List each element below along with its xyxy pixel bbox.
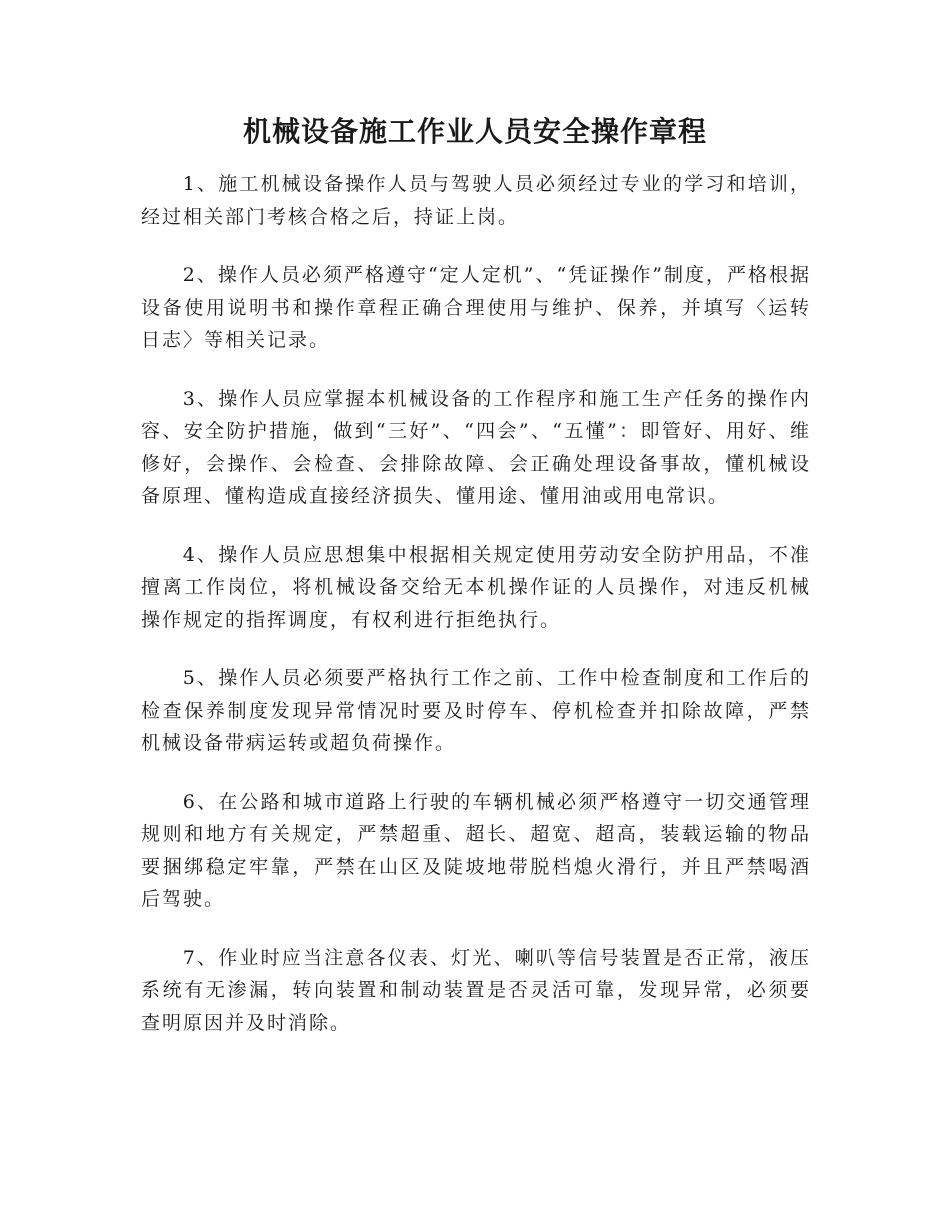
document-title: 机械设备施工作业人员安全操作章程 <box>242 115 707 148</box>
document-body <box>141 168 811 1065</box>
paragraph-1: 1、施工机械设备操作人员与驾驶人员必须经过专业的学习和培训，经过相关部门考核合格之后，持证上岗。 <box>141 173 811 228</box>
paragraph-2: 2、操作人员必须严格遵守“定人定机”、“凭证操作”制度，严格根据设备使用说明书和操作章程正确合理使用与维护、保养，并填写〈运转日志〉等相关记录。 <box>141 264 811 351</box>
paragraph-4: 4、操作人员应思想集中根据相关规定使用劳动安全防护用品，不准擅离工作岗位，将机械设备交给无本机操作证的人员操作，对违反机械操作规定的指挥调度，有权利进行拒绝执行。 <box>141 543 811 631</box>
paragraph-6: 6、在公路和城市道路上行驶的车辆机械必须严格遵守一切交通管理规则和地方有关规定，严禁超重、超长、超宽、超高，装载运输的物品要捆绑稳定牢靠，严禁在山区及陡坡地带脱档熄火滑行，并且严禁喝酒后驾驶。 <box>141 790 811 910</box>
paragraph-3: 3、操作人员应掌握本机械设备的工作程序和施工生产任务的操作内容、安全防护措施，做到“三好”、“四会”、“五懂”：即管好、用好、维修好，会操作、会检查、会排除故障、会正确处理设备事故，懂机械设备原理、懂构造成直接经济损失、懂用途、懂用油或用电常识。 <box>141 387 811 507</box>
paragraph-5: 5、操作人员必须要严格执行工作之前、工作中检查制度和工作后的检查保养制度发现异常情况时要及时停车、停机检查并扣除故障，严禁机械设备带病运转或超负荷操作。 <box>141 667 811 754</box>
paragraph-7: 7、作业时应当注意各仪表、灯光、喇叭等信号装置是否正常，液压系统有无渗漏，转向装置和制动装置是否灵活可靠，发现异常，必须要查明原因并及时消除。 <box>141 946 811 1034</box>
